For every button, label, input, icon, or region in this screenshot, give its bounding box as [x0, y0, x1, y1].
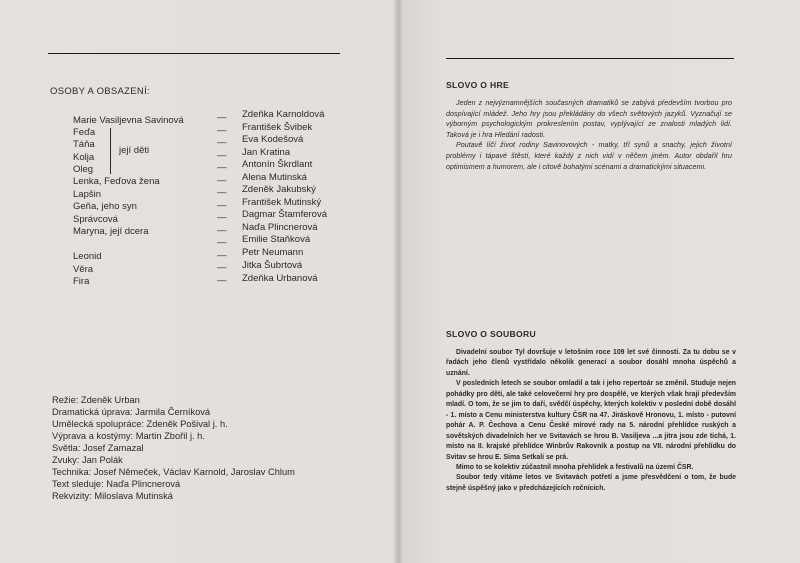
- role-name: Fira: [73, 276, 90, 287]
- left-top-rule: [48, 53, 340, 54]
- dash: —: [217, 275, 227, 286]
- paragraph: Mimo to se kolektiv zúčastnil mnoha přehlídek a festivalů na území ČSR.: [456, 463, 694, 471]
- actor-name: Zdeněk Jakubský: [242, 184, 316, 195]
- dash: —: [217, 250, 227, 261]
- dash: —: [217, 187, 227, 198]
- role-name: Feďa: [73, 127, 96, 138]
- actor-name: Emilie Staňková: [242, 234, 311, 245]
- paragraph: Soubor tedy vítáme letos ve Svitavách potřetí a jsme přesvědčeni o tom, že bude stejně úspěšný jako v předcházejících ročnících.: [446, 474, 736, 492]
- actor-name: Naďa Plincnerová: [242, 222, 318, 233]
- paragraph: Divadelní soubor Tyl dovršuje v letošním roce 109 let své činnosti. Za tu dobu se v řadách jeho členů vystřídalo několik generací a soubor dosáhl mnoha úspěchů a uznání.: [446, 349, 736, 377]
- actor-name: Petr Neumann: [242, 247, 304, 258]
- crew-line: Režie: Zdeněk Urban: [52, 395, 140, 405]
- actor-name: Dagmar Štamferová: [242, 209, 328, 220]
- crew-line: Text sleduje: Naďa Plincnerová: [52, 479, 181, 489]
- role-name: Lenka, Feďova žena: [73, 176, 160, 187]
- crew-line: Umělecká spolupráce: Zdeněk Pošival j. h.: [52, 419, 228, 429]
- dash: —: [217, 200, 227, 211]
- cast-heading: OSOBY A OBSAZENÍ:: [50, 86, 150, 97]
- role-name: Věra: [73, 264, 94, 275]
- dash: —: [217, 225, 227, 236]
- role-name: Oleg: [73, 164, 94, 175]
- actor-name: Eva Kodešová: [242, 134, 304, 145]
- role-name: Správcová: [73, 214, 118, 225]
- right-top-rule: [446, 58, 734, 59]
- actor-name: Jitka Šubrtová: [242, 260, 303, 271]
- crew-line: Světla: Josef Zamazal: [52, 443, 144, 453]
- role-name: Leonid: [73, 251, 102, 262]
- actor-name: František Švibek: [242, 122, 313, 133]
- paragraph: V posledních letech se soubor omladil a tak i jeho repertoár se změnil. Studuje nejen pohádky pro děti, ale také celovečerní hry pro dospělé, ve kterých však hrají především mladí. O tom, že se jim to daří, svědčí úspěchy, kterých kolektiv v poslední době dosáhl - 1. místo a Cenu ministerstva kultury ČSR na 47. Jiráskově Hronovu, 1. místo - putovní pohár A. P. Čechova a Cenu České mírové rady na 5. národní přehlídce ruských a sovětských divadelních her ve Svitavách se hrou B. Vasiljeva ...a jitra jsou zde tichá, 1. místo na II. krajské přehlídce Winbrův Rakovník a postup na VII. národní přehlídku do Svitav se hrou E. Sima Setkali se prá.: [446, 380, 736, 461]
- dash: —: [217, 125, 227, 136]
- dash: —: [217, 137, 227, 148]
- page-fold: [394, 0, 402, 563]
- crew-line: Výprava a kostýmy: Martin Zbořil j. h.: [52, 431, 205, 441]
- paragraph: Jeden z nejvýznamnějších současných dramatiků se zabývá především tvorbou pro dospívající mládež. Jeho hry jsou překládány do všech světových jazyků. Vyznačují se výborným psychologickým prokreslením postav, vyplývající ze znalosti mladých lidí. Taková je i hra Hledání radosti.: [446, 99, 732, 139]
- actor-name: Zdeňka Karnoldová: [242, 109, 325, 120]
- crew-line: Zvuky: Jan Polák: [52, 455, 123, 465]
- ensemble-section-heading: SLOVO O SOUBORU: [446, 329, 536, 339]
- dash: —: [217, 212, 227, 223]
- role-name: Táňa: [73, 139, 95, 150]
- dash: —: [217, 112, 227, 123]
- dash: —: [217, 175, 227, 186]
- role-name: Maryna, její dcera: [73, 226, 149, 237]
- actor-name: Alena Mutinská: [242, 172, 307, 183]
- paragraph: Poutavě líčí život rodiny Savinovových - matky, tří synů a snachy, jejich životní problémy i tápavé štěstí, které každý z nich vidí v něčem jiném. Autor obdařil hru optimismem a humorem, ale i citově bohatými scénami a dramatickými situacemi.: [446, 141, 732, 171]
- dash: —: [217, 237, 227, 248]
- actor-name: Zdeňka Urbanová: [242, 273, 318, 284]
- siblings-bracket: [110, 128, 115, 174]
- role-name: Lapšin: [73, 189, 101, 200]
- ensemble-description: [446, 348, 736, 494]
- role-name: Marie Vasiljevna Savinová: [73, 115, 184, 126]
- dash: —: [217, 262, 227, 273]
- crew-line: Technika: Josef Němeček, Václav Karnold, Jaroslav Chlum: [52, 467, 295, 477]
- crew-line: Dramatická úprava: Jarmila Černíková: [52, 407, 211, 417]
- actor-name: Antonín Škrdlant: [242, 159, 313, 170]
- dash: —: [217, 162, 227, 173]
- dash: —: [217, 150, 227, 161]
- role-name: Geňa, jeho syn: [73, 201, 137, 212]
- play-description: [446, 98, 732, 172]
- actor-name: František Mutinský: [242, 197, 322, 208]
- role-name: Kolja: [73, 152, 95, 163]
- crew-line: Rekvizity: Miloslava Mutinská: [52, 491, 173, 501]
- siblings-label: její děti: [119, 145, 150, 156]
- actor-name: Jan Kratina: [242, 147, 291, 158]
- play-section-heading: SLOVO O HRE: [446, 80, 509, 90]
